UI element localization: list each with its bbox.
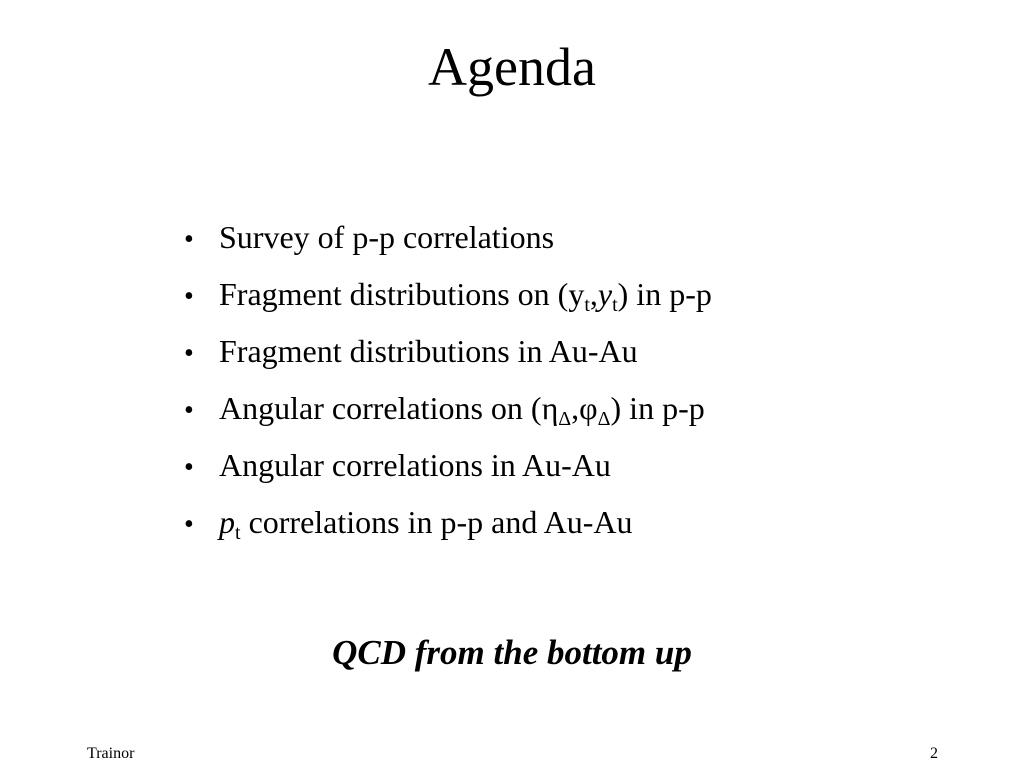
bullet-icon: • <box>184 452 194 483</box>
agenda-item-text <box>219 383 705 433</box>
agenda-list <box>184 212 712 554</box>
agenda-item-text: Fragment distributions in Au-Au <box>219 333 638 369</box>
agenda-item-pt <box>184 497 712 554</box>
agenda-item-text <box>219 497 632 547</box>
footer-author: Trainor <box>87 745 135 762</box>
bullet-icon: • <box>184 395 194 426</box>
bullet-icon: • <box>184 224 194 255</box>
text-part: ,φ <box>571 390 598 426</box>
agenda-item-angular-auau <box>184 440 712 497</box>
agenda-item-text: Angular correlations in Au-Au <box>219 447 611 483</box>
italic-symbol: y <box>597 276 613 312</box>
subscript: Δ <box>597 408 611 430</box>
page-number: 2 <box>930 745 938 762</box>
subscript: Δ <box>558 408 572 430</box>
text-part: , <box>589 276 598 312</box>
subscript: t <box>584 294 590 316</box>
agenda-item-survey <box>184 212 712 269</box>
bullet-icon: • <box>184 281 194 312</box>
text-part: ) in p-p <box>610 390 705 426</box>
agenda-item-text: Survey of p-p correlations <box>219 219 555 255</box>
text-part: correlations in p-p and Au-Au <box>240 504 633 540</box>
text-part: Angular correlations on (η <box>219 390 559 426</box>
agenda-item-angular-pp <box>184 383 712 440</box>
subscript: t <box>612 294 618 316</box>
agenda-item-fragment-yt <box>184 269 712 326</box>
subscript: t <box>235 522 241 544</box>
slide-title: Agenda <box>428 37 596 97</box>
text-part: Fragment distributions on (y <box>219 276 585 312</box>
agenda-item-text <box>219 269 712 319</box>
italic-symbol: p <box>219 504 235 540</box>
agenda-item-fragment-auau <box>184 326 712 383</box>
slide-tagline: QCD from the bottom up <box>332 633 692 672</box>
text-part: ) in p-p <box>617 276 712 312</box>
bullet-icon: • <box>184 338 194 369</box>
bullet-icon: • <box>184 509 194 540</box>
